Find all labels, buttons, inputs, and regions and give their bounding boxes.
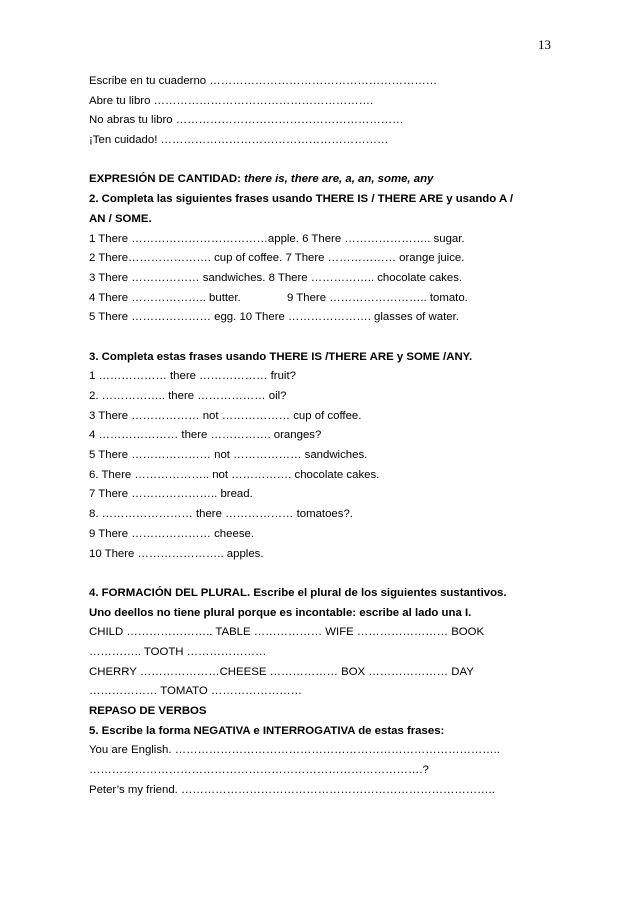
exercise-4-line: CHILD ………………….. TABLE ……………… WIFE …………………… BOOK — [89, 626, 485, 639]
exercise-3-line: 9 There ………………… cheese. — [89, 527, 255, 540]
exercise-3-line: 4 ………………… there ……………. oranges? — [89, 429, 322, 442]
page-number: 13 — [538, 37, 551, 52]
exercise-3-line: 8. …………………… there ……………… tomatoes?. — [89, 508, 353, 521]
exercise-3-line: 10 There ………………….. apples. — [89, 547, 264, 560]
exercise-4-title: 4. FORMACIÓN DEL PLURAL. Escribe el plural de los siguientes sustantivos. — [89, 586, 507, 599]
exercise-2-line: 3 There ……………… sandwiches. 8 There …………….. chocolate cakes. — [89, 271, 463, 284]
exercise-4-subtitle: Uno deellos no tiene plural porque es incontable: escribe al lado una I. — [89, 606, 472, 619]
heading-bold-text: EXPRESIÓN DE CANTIDAD: — [89, 173, 241, 186]
worksheet-content — [89, 72, 559, 800]
heading-italic-text: there is, there are, a, an, some, any — [244, 173, 434, 186]
exercise-3-line: 2. …………….. there ……………… oil? — [89, 390, 287, 402]
exercise-3-line: 3 There ……………… not ……………… cup of coffee. — [89, 409, 362, 422]
instruction-line: Abre tu libro …………………………………………………. — [89, 94, 374, 107]
exercise-3-line: 6. There ……………….. not ……………. chocolate cakes. — [89, 468, 380, 481]
instruction-line: Escribe en tu cuaderno …………………………………………………… — [89, 75, 438, 87]
exercise-4-line: ……………… TOMATO …………………… — [89, 685, 303, 698]
exercise-2-line — [89, 289, 559, 309]
section-heading-cantidad — [89, 170, 559, 190]
exercise-3-line: 7 There ………………….. bread. — [89, 488, 253, 501]
exercise-2-title: 2. Completa las siguientes frases usando THERE IS / THERE ARE y usando A / — [89, 193, 514, 206]
exercise-5-line: You are English. ………………………………………………………………………….. — [89, 744, 500, 757]
exercise-2-title-continued: AN / SOME. — [89, 212, 152, 225]
exercise-2-item-9: 9 There …………………….. tomato. — [287, 291, 468, 304]
exercise-4-line: ………….. TOOTH ………………… — [89, 645, 267, 658]
exercise-3-title: 3. Completa estas frases usando THERE IS /THERE ARE y SOME /ANY. — [89, 350, 473, 363]
exercise-5-line: …………………………………………………………………………….? — [89, 764, 429, 777]
exercise-2-line: 1 There ………………………………apple. 6 There ………………….. sugar. — [89, 232, 465, 245]
repaso-heading: REPASO DE VERBOS — [89, 705, 207, 717]
exercise-2-line: 2 There…………………. cup of coffee. 7 There ……………… orange juice. — [89, 252, 465, 265]
exercise-4-line: CHERRY …………………CHEESE ……………… BOX ………………… DAY — [89, 665, 474, 678]
exercise-3-line: 1 ……………… there ……………… fruit? — [89, 370, 296, 383]
exercise-5-line: Peter’s my friend. ……………………………………………………………………….. — [89, 783, 495, 796]
exercise-2-line: 5 There ………………… egg. 10 There …………………. glasses of water. — [89, 311, 459, 324]
exercise-2-item-4: 4 There ……………….. butter. — [89, 291, 241, 304]
instruction-line: No abras tu libro …………………………………………………… — [89, 114, 404, 127]
instruction-line: ¡Ten cuidado! …………………………………………………… — [89, 134, 389, 147]
exercise-5-title: 5. Escribe la forma NEGATIVA e INTERROGATIVA de estas frases: — [89, 724, 445, 737]
exercise-3-line: 5 There ………………… not ……………… sandwiches. — [89, 449, 368, 462]
